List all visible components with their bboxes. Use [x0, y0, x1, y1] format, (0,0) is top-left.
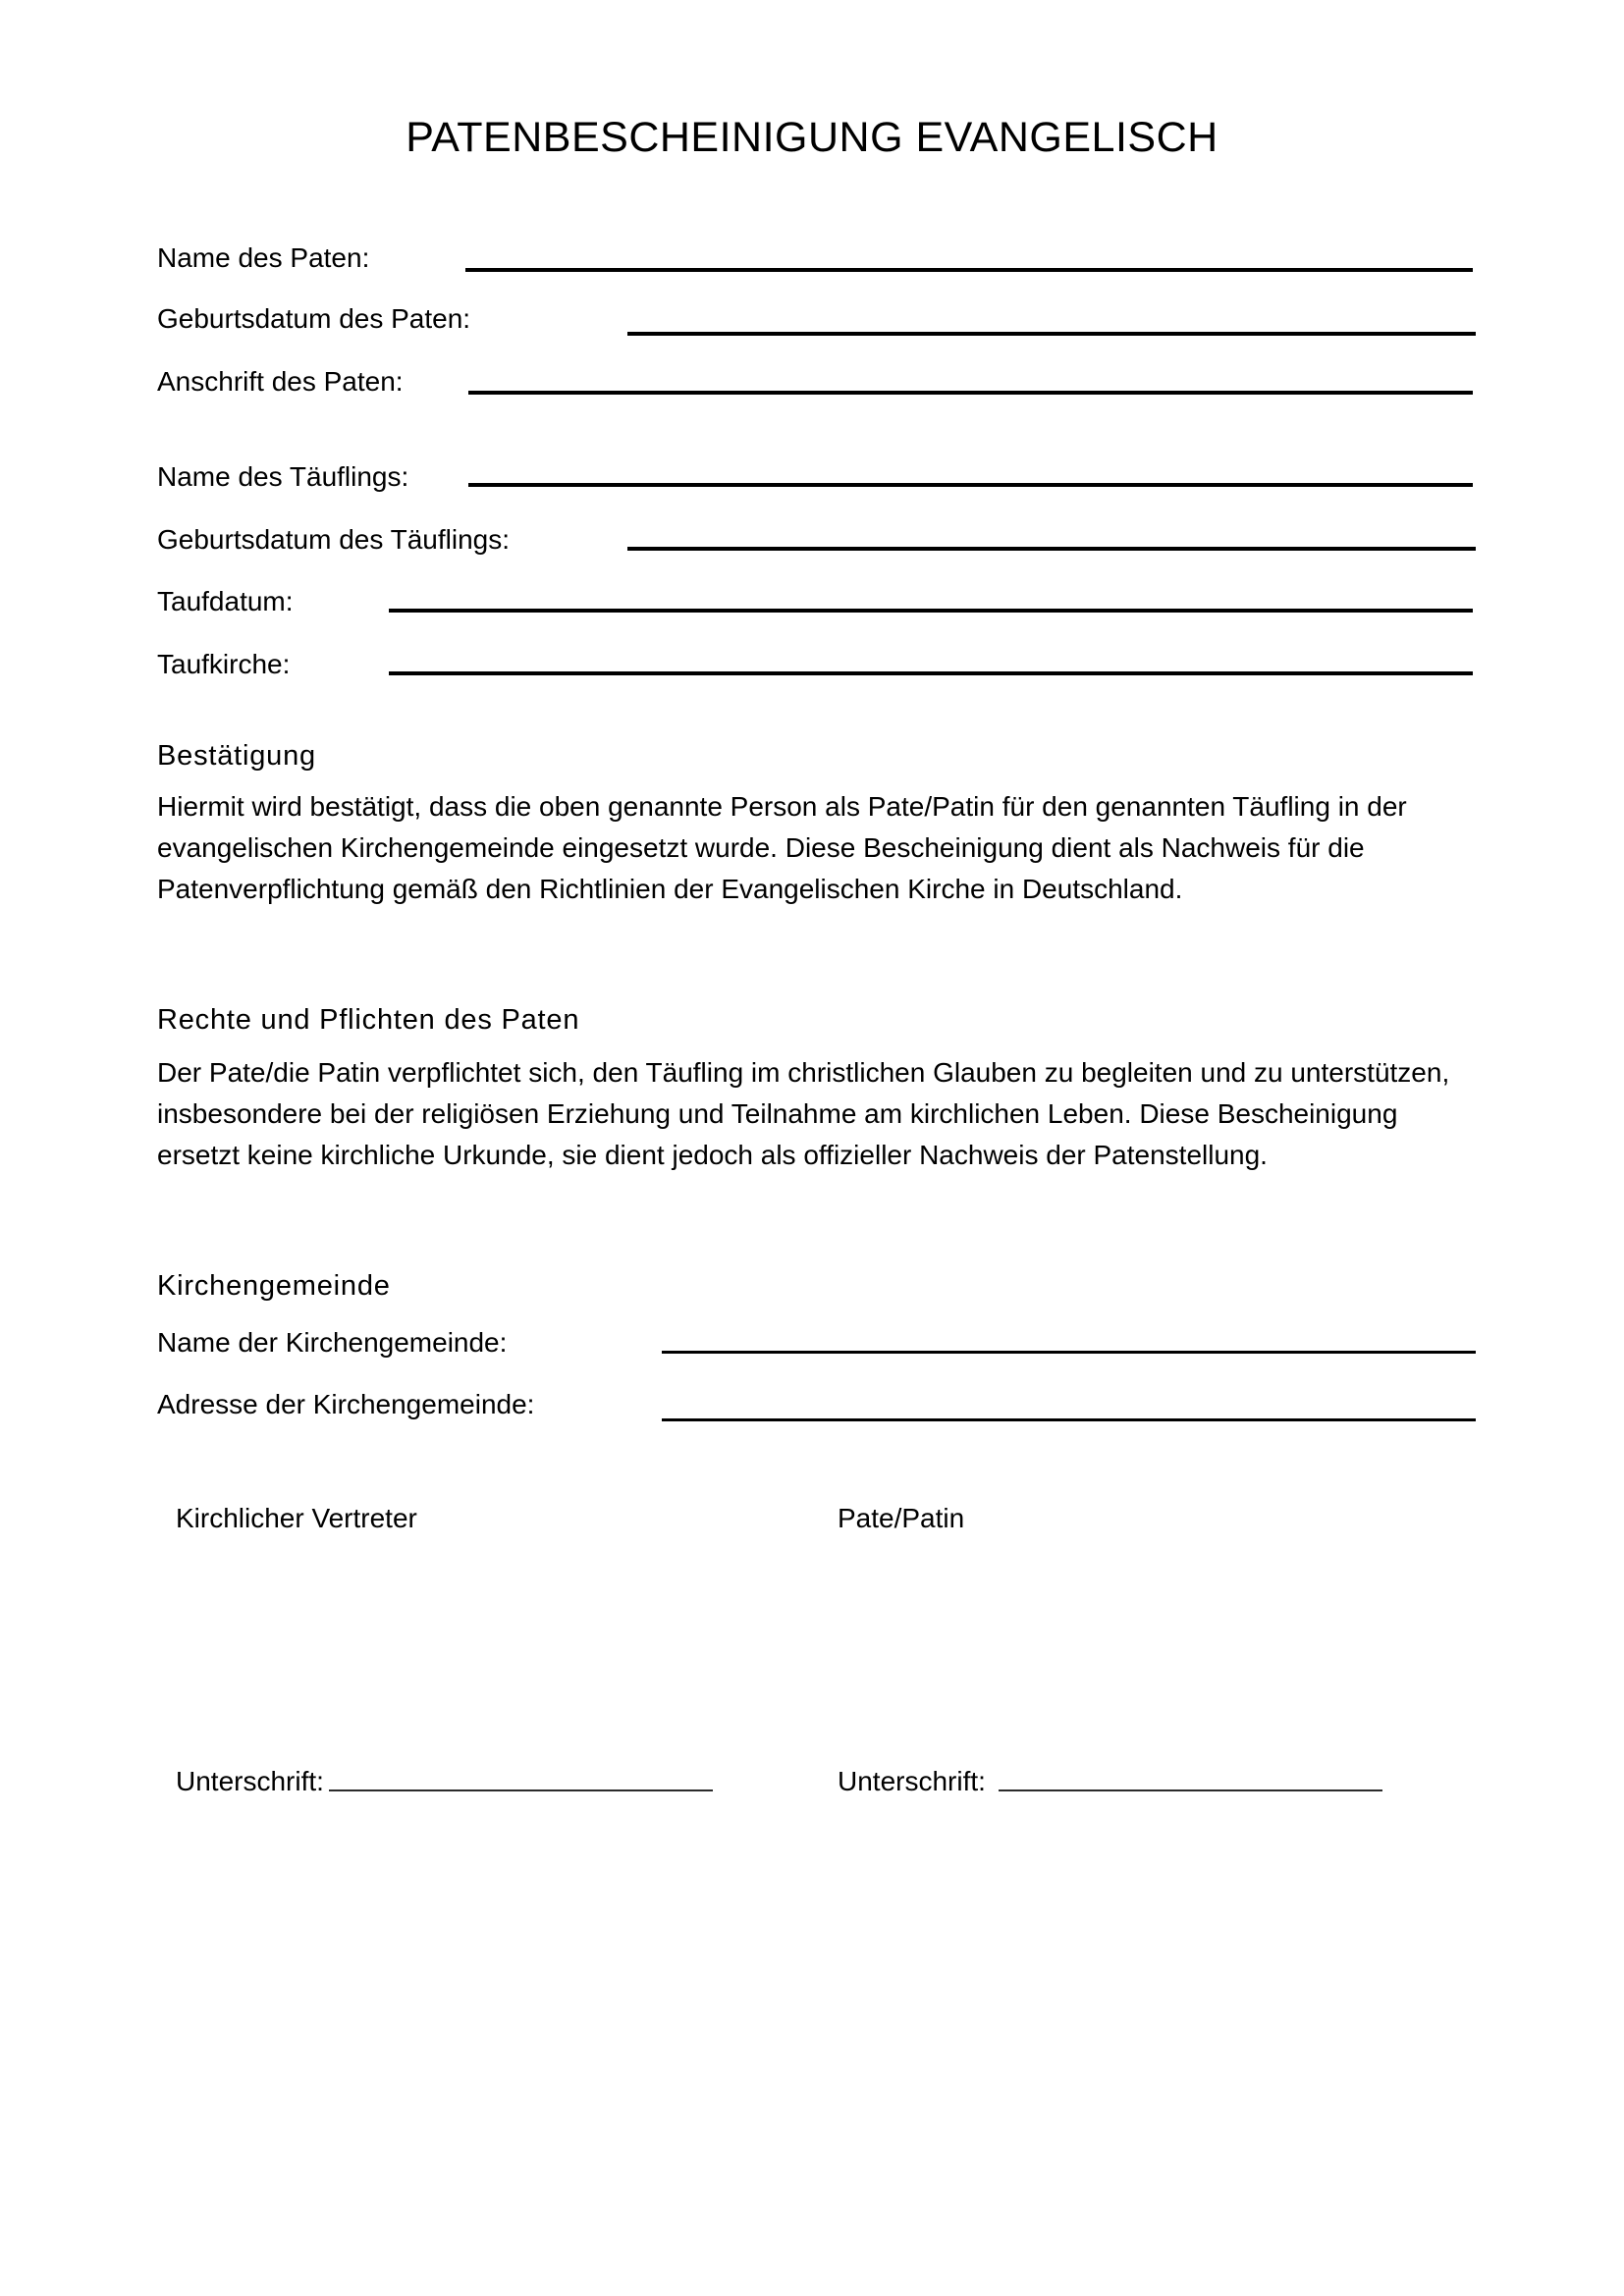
signature-left-role: Kirchlicher Vertreter [176, 1503, 417, 1533]
godparent-name-label: Name des Paten: [157, 242, 370, 273]
confirmation-line-1: Hiermit wird bestätigt, dass die oben genannte Person als Pate/Patin für den genannten Täufling in der [157, 791, 1407, 822]
signature-right-label: Unterschrift: [838, 1766, 986, 1796]
godparent-birthdate-label: Geburtsdatum des Paten: [157, 303, 471, 334]
rights-line-2: insbesondere bei der religiösen Erziehung und Teilnahme am kirchlichen Leben. Diese Bescheinigung [157, 1098, 1398, 1129]
child-name-field-line[interactable] [468, 483, 1473, 487]
signature-line-left[interactable] [329, 1789, 713, 1791]
rights-line-1: Der Pate/die Patin verpflichtet sich, den Täufling im christlichen Glauben zu begleiten und zu unterstützen, [157, 1057, 1450, 1088]
parish-address-field-line[interactable] [662, 1418, 1476, 1421]
baptism-date-label: Taufdatum: [157, 586, 294, 616]
godparent-address-label: Anschrift des Paten: [157, 366, 404, 397]
parish-name-label: Name der Kirchengemeinde: [157, 1327, 508, 1358]
baptism-date-field-line[interactable] [389, 609, 1473, 613]
rights-line-3: ersetzt keine kirchliche Urkunde, sie dient jedoch als offizieller Nachweis der Patenstellung. [157, 1140, 1268, 1170]
godparent-name-field-line[interactable] [465, 268, 1473, 272]
signature-line-right[interactable] [999, 1789, 1382, 1791]
baptism-church-field-line[interactable] [389, 671, 1473, 675]
signature-right-role: Pate/Patin [838, 1503, 965, 1533]
parish-heading: Kirchengemeinde [157, 1270, 391, 1302]
confirmation-line-2: evangelischen Kirchengemeinde eingesetzt wurde. Diese Bescheinigung dient als Nachweis für die [157, 832, 1365, 863]
page-title: PATENBESCHEINIGUNG EVANGELISCH [406, 114, 1218, 161]
baptism-church-label: Taufkirche: [157, 649, 291, 679]
child-birthdate-field-line[interactable] [627, 547, 1476, 551]
parish-name-field-line[interactable] [662, 1351, 1476, 1354]
godparent-address-field-line[interactable] [468, 391, 1473, 395]
rights-paragraph [157, 1052, 1453, 1176]
child-birthdate-label: Geburtsdatum des Täuflings: [157, 524, 511, 555]
child-name-label: Name des Täuflings: [157, 461, 409, 492]
confirmation-paragraph [157, 786, 1453, 910]
rights-heading: Rechte und Pflichten des Paten [157, 1004, 580, 1036]
signature-left-label: Unterschrift: [176, 1766, 324, 1796]
parish-address-label: Adresse der Kirchengemeinde: [157, 1389, 535, 1419]
confirmation-heading: Bestätigung [157, 740, 316, 772]
confirmation-line-3: Patenverpflichtung gemäß den Richtlinien der Evangelischen Kirche in Deutschland. [157, 874, 1183, 904]
godparent-birthdate-field-line[interactable] [627, 332, 1476, 336]
